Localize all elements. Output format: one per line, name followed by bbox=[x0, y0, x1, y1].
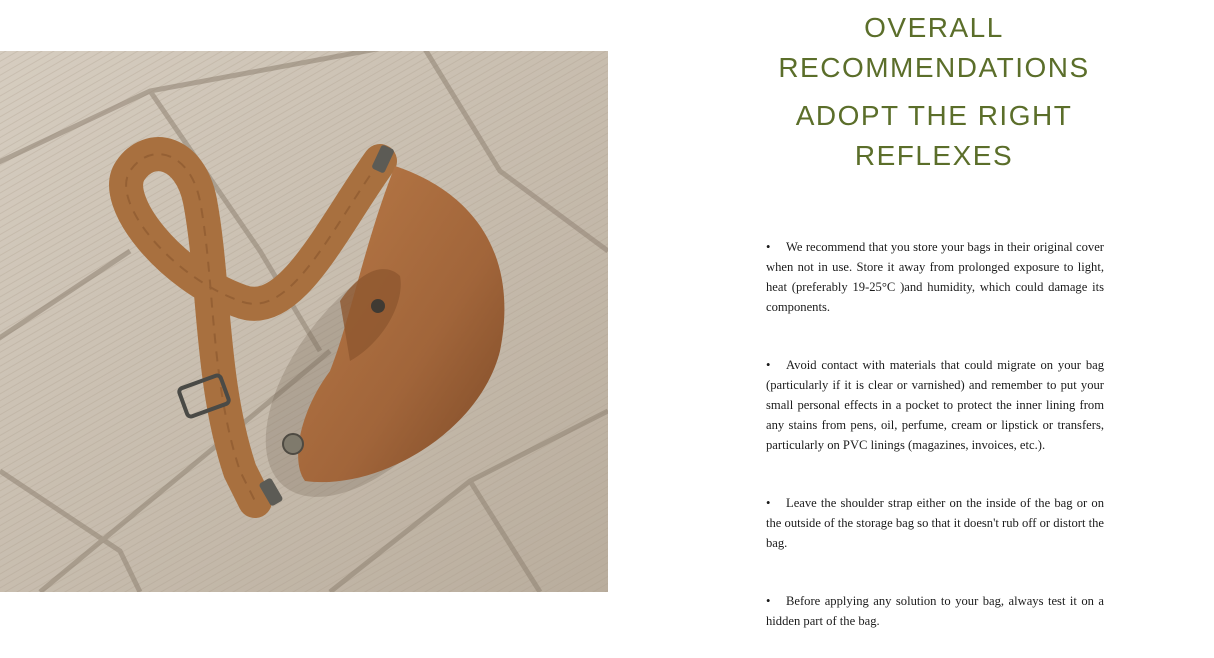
bullet: • bbox=[766, 594, 771, 608]
list-item-text: Before applying any solution to your bag, always test it on a hidden part of the bag. bbox=[766, 594, 1104, 628]
bullet: • bbox=[766, 496, 771, 510]
list-item-text: Leave the shoulder strap either on the inside of the bag or on the outside of the storage bag so that it doesn't rub off or distort the bag. bbox=[766, 496, 1104, 550]
bullet: • bbox=[766, 240, 771, 254]
list-item bbox=[766, 355, 1104, 455]
list-item bbox=[766, 493, 1104, 553]
list-item bbox=[766, 591, 1104, 631]
list-item bbox=[766, 237, 1104, 317]
list-item-text: Avoid contact with materials that could migrate on your bag (particularly if it is clear or varnished) and remember to put your small personal effects in a pocket to protect the inner lining from any stains from pens, oil, perfume, cream or lipstick or transfers, particularly on PVC linings (magazines, invoices, etc.). bbox=[766, 358, 1104, 452]
page-subtitle: ADOPT THE RIGHT REFLEXES bbox=[795, 100, 1073, 171]
headings bbox=[734, 8, 1134, 176]
bag-illustration bbox=[0, 51, 608, 592]
page-title: OVERALL RECOMMENDATIONS bbox=[778, 12, 1090, 83]
list-item-text: We recommend that you store your bags in their original cover when not in use. Store it away from prolonged exposure to light, heat (preferably 19-25°C )and humidity, which could damage its components. bbox=[766, 240, 1104, 314]
bullet: • bbox=[766, 358, 771, 372]
recommendations-list bbox=[766, 237, 1104, 631]
bag-photo bbox=[0, 51, 608, 592]
